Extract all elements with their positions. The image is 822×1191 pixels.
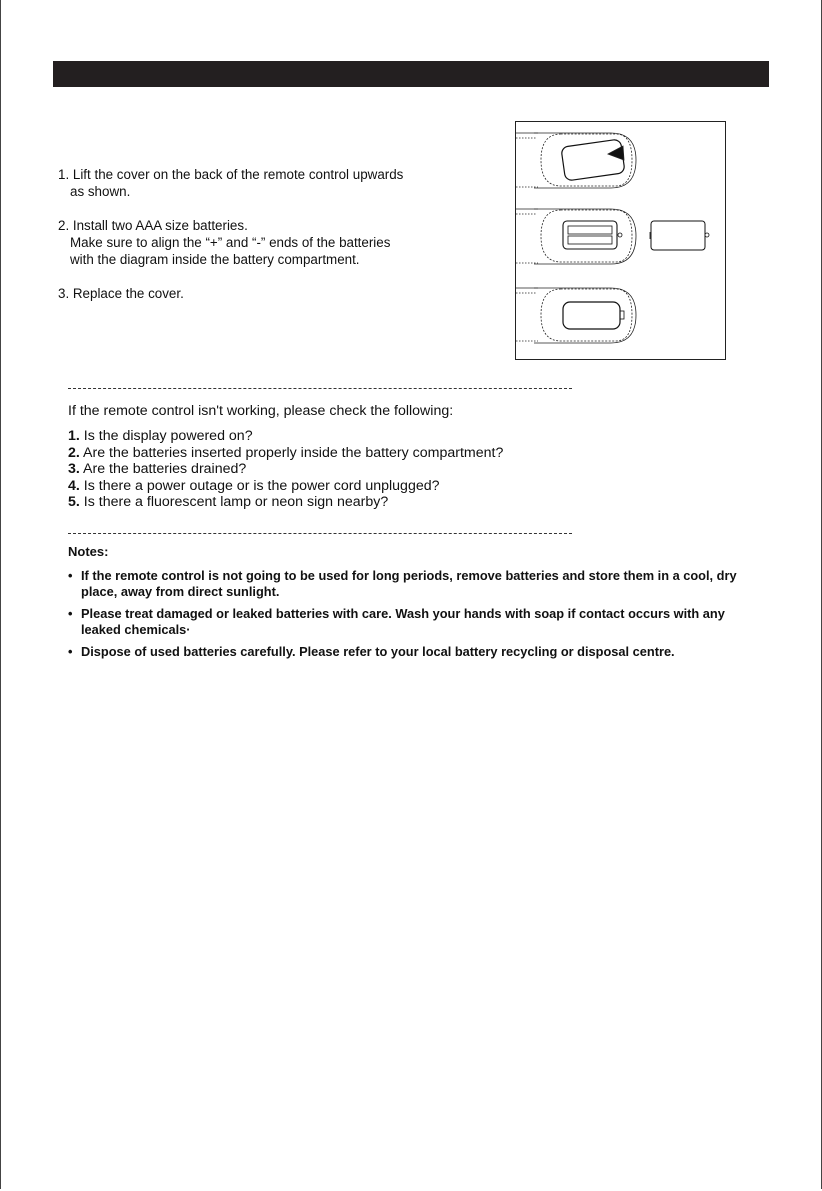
battery-install-steps	[58, 166, 478, 302]
item-number: 1.	[68, 428, 80, 444]
note-text: Dispose of used batteries carefully. Please refer to your local battery recycling or disposal centre.	[81, 644, 675, 659]
list-item	[68, 428, 503, 445]
troubleshooting-list	[68, 428, 503, 511]
note-item	[68, 568, 758, 600]
bullet-icon: •	[68, 606, 73, 621]
step-2-line-1: 2. Install two AAA size batteries.	[58, 218, 248, 233]
note-text: Please treat damaged or leaked batteries with care. Wash your hands with soap if contact occurs with any leaked chemicals·	[81, 606, 725, 637]
step-2	[58, 217, 478, 268]
list-item	[68, 445, 503, 462]
step-1	[58, 166, 478, 200]
item-number: 2.	[68, 444, 80, 461]
note-item	[68, 606, 758, 638]
item-text: Is there a power outage or is the power cord unplugged?	[83, 477, 440, 494]
step-1-line-2: as shown.	[70, 184, 131, 199]
item-text: Are the batteries inserted properly inside the battery compartment?	[83, 444, 504, 461]
remote-panel-batteries	[516, 209, 709, 264]
notes-list	[68, 568, 758, 666]
remote-panel-closed-cover	[516, 288, 636, 343]
item-number: 4.	[68, 477, 80, 494]
step-1-line-1: 1. Lift the cover on the back of the remote control upwards	[58, 167, 404, 182]
remote-battery-illustration	[516, 122, 725, 359]
item-text: Are the batteries drained?	[83, 461, 247, 477]
remote-panel-open-cover	[516, 132, 636, 188]
step-2-line-2: Make sure to align the “+” and “-” ends of the batteries	[70, 235, 391, 250]
bullet-icon: •	[68, 568, 73, 583]
list-item	[68, 478, 503, 495]
list-item	[68, 494, 503, 511]
bullet-icon: •	[68, 644, 73, 659]
battery-diagram	[515, 121, 726, 360]
step-2-line-3: with the diagram inside the battery compartment.	[70, 252, 360, 267]
list-item	[68, 461, 503, 478]
divider-bottom	[68, 533, 572, 534]
item-text: Is there a fluorescent lamp or neon sign nearby?	[83, 494, 389, 510]
item-text: Is the display powered on?	[83, 428, 253, 444]
section-header-bar	[53, 61, 769, 87]
step-3-line-1: 3. Replace the cover.	[58, 286, 184, 301]
divider-top	[68, 388, 572, 389]
note-item	[68, 644, 758, 660]
step-3	[58, 285, 478, 302]
item-number: 3.	[68, 461, 80, 477]
troubleshooting-intro: If the remote control isn't working, please check the following:	[68, 403, 454, 419]
notes-title: Notes:	[68, 544, 109, 559]
note-text: If the remote control is not going to be used for long periods, remove batteries and store them in a cool, dry place, away from direct sunlight.	[81, 568, 737, 599]
item-number: 5.	[68, 494, 80, 510]
